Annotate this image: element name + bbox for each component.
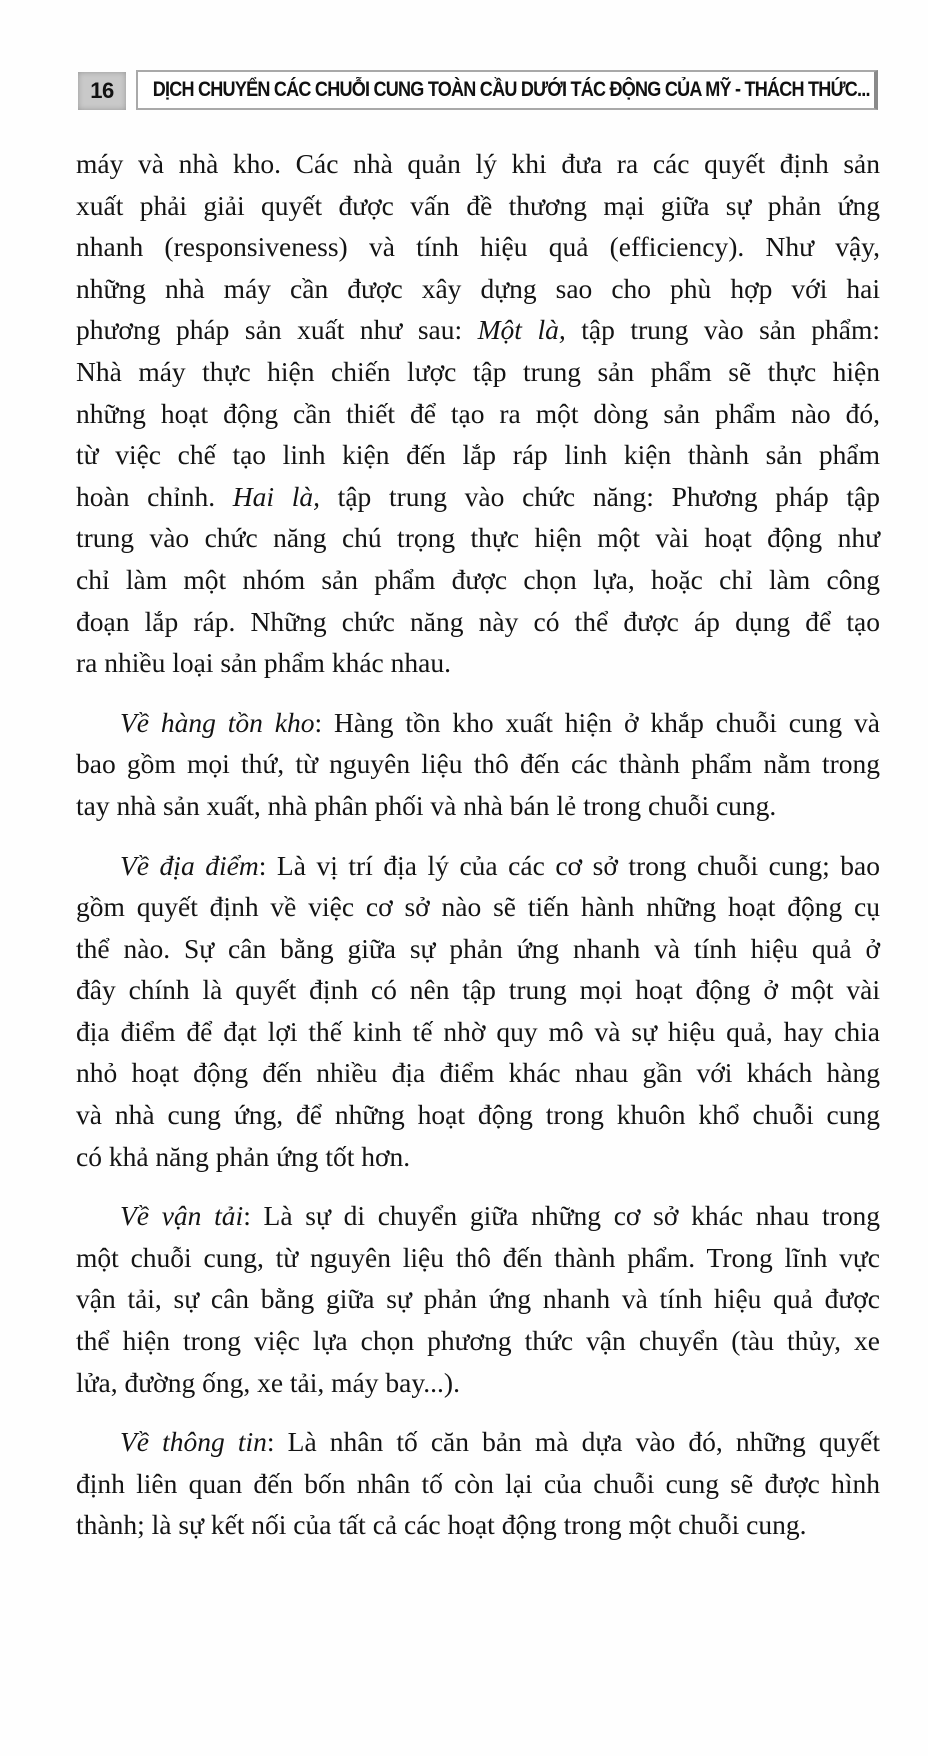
text-line: Nhà máy thực hiện chiến lược tập trung sản phẩm sẽ thực hiện xyxy=(76,355,880,387)
paragraph-lead-inventory: Về hàng tồn kho xyxy=(120,706,315,738)
paragraph-lead-location: Về địa điểm xyxy=(120,849,259,881)
text-line: thể nào. Sự cân bằng giữa sự phản ứng nhanh và tính hiệu quả ở xyxy=(76,932,880,964)
running-title-box xyxy=(136,70,878,110)
text-line: thành; là sự kết nối của tất cả các hoạt động trong một chuỗi cung. xyxy=(76,1509,807,1541)
text-line: vận tải, sự cân bằng giữa sự phản ứng nhanh và tính hiệu quả được xyxy=(76,1283,880,1315)
text-line: và nhà cung ứng, để những hoạt động trong khuôn khổ chuỗi cung xyxy=(76,1099,880,1131)
text-line xyxy=(76,476,880,518)
text-line: những nhà máy cần được xây dựng sao cho phù hợp với hai xyxy=(76,272,880,304)
emphasis-hai-la: Hai là, xyxy=(232,480,320,512)
paragraph-production xyxy=(76,143,880,684)
text-line: đây chính là quyết định có nên tập trung mọi hoạt động ở một vài xyxy=(76,974,880,1006)
text-line: ra nhiều loại sản phẩm khác nhau. xyxy=(76,647,451,679)
paragraph-gap xyxy=(76,827,880,845)
text-line: nhỏ hoạt động đến nhiều địa điểm khác nhau gần với khách hàng xyxy=(76,1057,880,1089)
text-line: một chuỗi cung, từ nguyên liệu thô đến thành phẩm. Trong lĩnh vực xyxy=(76,1241,880,1273)
text-segment: hoàn chỉnh. xyxy=(76,480,233,512)
text-segment: : Hàng tồn kho xuất hiện ở khắp chuỗi cung và xyxy=(314,706,880,738)
text-segment: : Là nhân tố căn bản mà dựa vào đó, những quyết xyxy=(266,1426,880,1458)
text-line xyxy=(76,845,880,887)
paragraph-gap xyxy=(76,1403,880,1421)
paragraph-transport xyxy=(76,1195,880,1403)
text-segment: phương pháp sản xuất như sau: xyxy=(76,314,478,346)
text-line: địa điểm để đạt lợi thế kinh tế nhờ quy mô và sự hiệu quả, hay chia xyxy=(76,1015,880,1047)
text-line: xuất phải giải quyết được vấn đề thương mại giữa sự phản ứng xyxy=(76,189,880,221)
paragraph-information xyxy=(76,1421,880,1546)
page-number-box xyxy=(78,72,126,110)
text-line: thể hiện trong việc lựa chọn phương thức vận chuyển (tàu thủy, xe xyxy=(76,1325,880,1357)
text-line: những hoạt động cần thiết để tạo ra một dòng sản phẩm nào đó, xyxy=(76,397,880,429)
text-segment: : Là sự di chuyển giữa những cơ sở khác nhau trong xyxy=(243,1200,880,1232)
text-line xyxy=(76,1195,880,1237)
emphasis-mot-la: Một là, xyxy=(477,314,566,346)
text-line: bao gồm mọi thứ, từ nguyên liệu thô đến các thành phẩm nằm trong xyxy=(76,748,880,780)
paragraph-location xyxy=(76,845,880,1178)
text-line: chỉ làm một nhóm sản phẩm được chọn lựa, hoặc chỉ làm công xyxy=(76,563,880,595)
paragraph-gap xyxy=(76,1177,880,1195)
running-header xyxy=(78,70,880,112)
text-line: lửa, đường ống, xe tải, máy bay...). xyxy=(76,1366,460,1398)
text-segment: : Là vị trí địa lý của các cơ sở trong chuỗi cung; bao xyxy=(258,849,880,881)
text-segment: tập trung vào chức năng: Phương pháp tập xyxy=(320,480,880,512)
text-segment: tập trung vào sản phẩm: xyxy=(565,314,880,346)
text-line: từ việc chế tạo linh kiện đến lắp ráp linh kiện thành sản phẩm xyxy=(76,439,880,471)
running-title: DỊCH CHUYỂN CÁC CHUỖI CUNG TOÀN CẦU DƯỚI TÁC ĐỘNG CỦA MỸ - THÁCH THỨC... xyxy=(152,78,870,101)
paragraph-gap xyxy=(76,684,880,702)
text-line: nhanh (responsiveness) và tính hiệu quả (efficiency). Như vậy, xyxy=(76,231,880,263)
text-line: định liên quan đến bốn nhân tố còn lại của chuỗi cung sẽ được hình xyxy=(76,1467,880,1499)
page-number: 16 xyxy=(90,78,114,103)
text-line: có khả năng phản ứng tốt hơn. xyxy=(76,1140,411,1172)
text-line xyxy=(76,309,880,351)
text-line: máy và nhà kho. Các nhà quản lý khi đưa ra các quyết định sản xyxy=(76,148,880,179)
text-line: đoạn lắp ráp. Những chức năng này có thể được áp dụng để tạo xyxy=(76,605,880,637)
paragraph-lead-transport: Về vận tải xyxy=(120,1200,244,1232)
text-line xyxy=(76,702,880,744)
paragraph-inventory xyxy=(76,702,880,827)
body-text xyxy=(76,143,880,1546)
text-line: tay nhà sản xuất, nhà phân phối và nhà bán lẻ trong chuỗi cung. xyxy=(76,789,777,821)
text-line xyxy=(76,1421,880,1463)
paragraph-lead-information: Về thông tin xyxy=(120,1426,267,1458)
text-line: gồm quyết định về việc cơ sở nào sẽ tiến hành những hoạt động cụ xyxy=(76,891,880,923)
text-line: trung vào chức năng chú trọng thực hiện một vài hoạt động như xyxy=(76,522,880,554)
